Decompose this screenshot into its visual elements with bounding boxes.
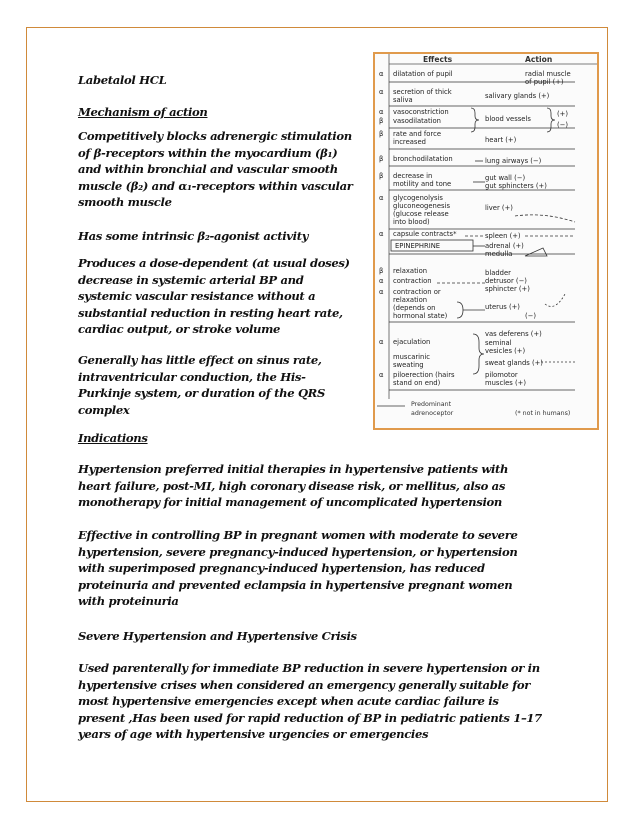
figure-label: adrenal (+) xyxy=(485,242,524,250)
figure-label: of pupil (+) xyxy=(525,78,564,86)
figure-label: α xyxy=(379,338,384,346)
mechanism-paragraph: Generally has little effect on sinus rate, intraventricular conduction, the His- Purkinje system, or duration of the QRS complex xyxy=(78,353,325,417)
adrenoceptor-diagram xyxy=(375,54,597,428)
action-row xyxy=(485,204,513,212)
figure-label: rate and force xyxy=(393,130,442,138)
action-row xyxy=(485,232,521,240)
figure-label: lung airways (−) xyxy=(485,157,542,165)
figure-label: capsule contracts* xyxy=(393,230,457,238)
figure-label: (−) xyxy=(525,312,536,320)
effect-row xyxy=(379,88,452,104)
adrenoceptor-figure xyxy=(373,52,599,430)
effect-row xyxy=(379,130,441,146)
effect-row xyxy=(379,277,432,285)
figure-legend xyxy=(377,401,570,417)
figure-label: α xyxy=(379,194,384,202)
action-row xyxy=(557,110,568,129)
figure-label: α xyxy=(379,88,384,96)
figure-label: vas deferens (+) xyxy=(485,330,542,338)
figure-label: β xyxy=(379,172,384,180)
figure-label: α xyxy=(379,371,384,379)
figure-label: uterus (+) xyxy=(485,303,520,311)
header-effects: Effects xyxy=(423,55,453,64)
action-row xyxy=(485,115,531,123)
figure-label: α xyxy=(379,230,384,238)
figure-label: seminal xyxy=(485,339,512,347)
figure-label: bronchodilatation xyxy=(393,155,453,163)
figure-label: gut sphincters (+) xyxy=(485,182,547,190)
figure-label: α xyxy=(379,70,384,78)
figure-label: β xyxy=(379,155,384,163)
figure-label: bladder xyxy=(485,269,511,277)
effect-row xyxy=(379,338,430,346)
mechanism-paragraph: Produces a dose-dependent (at usual doses) decrease in systemic arterial BP and systemic vascular resistance without a substantial reduction in resting heart rate, cardiac output, or stroke volume xyxy=(78,256,350,336)
action-row xyxy=(485,174,547,190)
effects-column xyxy=(379,70,473,387)
header-action: Action xyxy=(525,55,553,64)
action-row xyxy=(485,157,542,165)
figure-label: sweating xyxy=(393,361,424,369)
figure-label: relaxation xyxy=(393,296,428,304)
figure-label: medulla xyxy=(485,250,513,258)
figure-label: increased xyxy=(393,138,426,146)
severe-heading: Severe Hypertension and Hypertensive Crisis xyxy=(78,629,357,643)
figure-label: dilatation of pupil xyxy=(393,70,453,78)
figure-label: (depends on xyxy=(393,304,436,312)
figure-label: vasodilatation xyxy=(393,117,441,125)
effect-row xyxy=(379,172,451,188)
action-row xyxy=(485,371,526,387)
action-row xyxy=(485,136,517,144)
indication-paragraph: Hypertension preferred initial therapies in hypertensive patients with heart failure, post-MI, high coronary disease risk, or mellitus, also as monotherapy for initial management of uncomplicated hypertension xyxy=(78,462,509,509)
figure-label: detrusor (−) xyxy=(485,277,527,285)
figure-label: glycogenolysis xyxy=(393,194,443,202)
actions-column xyxy=(485,70,571,387)
figure-label: (* not in humans) xyxy=(515,410,571,417)
figure-label: muscles (+) xyxy=(485,379,526,387)
figure-label: heart (+) xyxy=(485,136,517,144)
figure-label: relaxation xyxy=(393,267,428,275)
mechanism-paragraph: Has some intrinsic β₂-agonist activity xyxy=(78,229,309,243)
figure-label: contraction xyxy=(393,277,432,285)
effect-row xyxy=(379,108,449,116)
figure-label: sweat glands (+) xyxy=(485,359,543,367)
figure-label: Predominant xyxy=(411,401,452,408)
indication-paragraph: Effective in controlling BP in pregnant women with moderate to severe hypertension, severe pregnancy-induced hypertension, or hypertension with superimposed pregnancy-induced hypertension, has reduced proteinuria and prevented eclampsia in hypertensive pregnant women with proteinuria xyxy=(78,528,518,608)
figure-label: stand on end) xyxy=(393,379,441,387)
figure-label: vasoconstriction xyxy=(393,108,449,116)
severe-paragraph: Used parenterally for immediate BP reduction in severe hypertension or in hypertensive crises when considered an emergency generally suitable for most hypertensive emergencies except when acute cardiac failure is present ,Has been used for rapid reduction of BP in pediatric patients 1–17 years of age with hypertensive urgencies or emergencies xyxy=(78,661,542,741)
effect-row xyxy=(379,70,453,78)
figure-label: α xyxy=(379,288,384,296)
action-row xyxy=(485,269,530,293)
figure-label: sphincter (+) xyxy=(485,285,530,293)
effect-row xyxy=(391,240,473,251)
figure-label: blood vessels xyxy=(485,115,531,123)
figure-label: liver (+) xyxy=(485,204,513,212)
effect-row xyxy=(379,194,450,226)
action-row xyxy=(485,92,550,100)
figure-label: saliva xyxy=(393,96,413,104)
effect-row xyxy=(379,117,441,125)
effect-row xyxy=(393,353,430,369)
figure-label: EPINEPHRINE xyxy=(395,242,441,250)
figure-label: salivary glands (+) xyxy=(485,92,550,100)
effect-row xyxy=(379,230,457,238)
effect-row xyxy=(379,155,453,163)
figure-label: contraction or xyxy=(393,288,441,296)
figure-label: β xyxy=(379,130,384,138)
action-row xyxy=(485,303,536,320)
drug-title: Labetalol HCL xyxy=(78,73,167,87)
action-row xyxy=(485,242,524,258)
mechanism-paragraph: Competitively blocks adrenergic stimulation of β-receptors within the myocardium (β₁) and within bronchial and vascular smooth muscle (β₂) and α₁-receptors within vascular smooth muscle xyxy=(78,129,353,209)
action-row xyxy=(525,70,571,86)
indications-heading: Indications xyxy=(78,431,148,445)
figure-label: ejaculation xyxy=(393,338,431,346)
figure-label: vesicles (+) xyxy=(485,347,526,355)
figure-label: radial muscle xyxy=(525,70,571,78)
figure-label: pilomotor xyxy=(485,371,518,379)
figure-label: decrease in xyxy=(393,172,433,180)
effect-row xyxy=(379,267,427,275)
figure-label: gut wall (−) xyxy=(485,174,526,182)
figure-label: (glucose release xyxy=(393,210,449,218)
figure-label: gluconeogenesis xyxy=(393,202,451,210)
figure-label: muscarinic xyxy=(393,353,430,361)
effect-row xyxy=(379,371,455,387)
figure-label: into blood) xyxy=(393,218,430,226)
figure-label: β xyxy=(379,267,384,275)
action-row xyxy=(485,359,543,367)
mechanism-heading: Mechanism of action xyxy=(78,105,208,119)
figure-label: piloerection (hairs xyxy=(393,371,455,379)
figure-label: spleen (+) xyxy=(485,232,521,240)
figure-label: secretion of thick xyxy=(393,88,452,96)
figure-label: β xyxy=(379,117,384,125)
figure-label: (−) xyxy=(557,121,568,129)
figure-label: (+) xyxy=(557,110,568,118)
figure-label: hormonal state) xyxy=(393,312,448,320)
figure-label: α xyxy=(379,277,384,285)
figure-label: motility and tone xyxy=(393,180,452,188)
action-row xyxy=(485,330,542,355)
figure-label: adrenoceptor xyxy=(411,410,454,417)
figure-label: α xyxy=(379,108,384,116)
